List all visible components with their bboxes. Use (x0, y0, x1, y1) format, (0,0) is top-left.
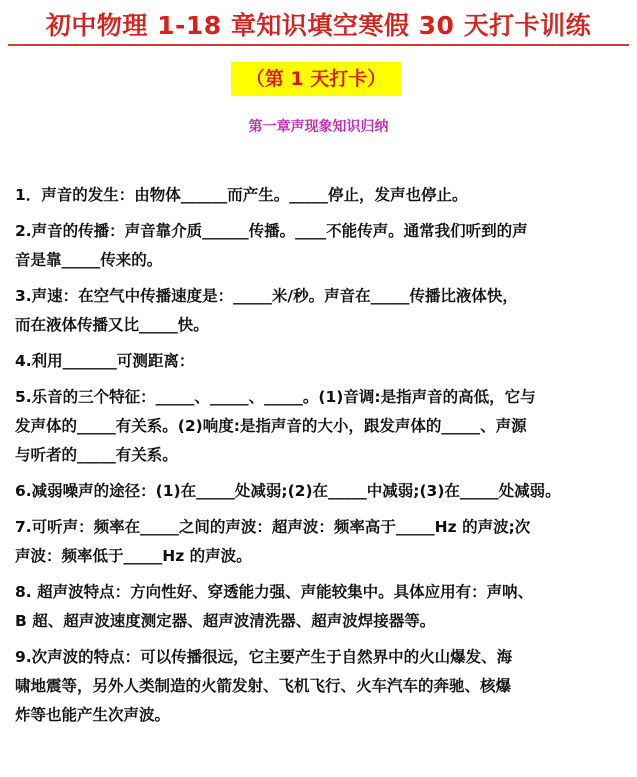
day-badge: （第 1 天打卡） (231, 62, 401, 96)
question-item-4 (15, 347, 623, 376)
question-line: 与听者的_____有关系。 (15, 446, 178, 464)
question-line: 8. 超声波特点：方向性好、穿透能力强、声能较集中。具体应用有：声呐、 (15, 583, 534, 601)
chapter-heading: 第一章声现象知识归纳 (248, 119, 389, 135)
question-item-8 (15, 578, 623, 636)
question-item-3 (15, 282, 623, 340)
question-list (15, 181, 623, 737)
question-line: 发声体的_____有关系。(2)响度:是指声音的大小，跟发声体的_____、声源 (15, 417, 527, 435)
question-line: 5.乐音的三个特征：_____、_____、_____。(1)音调:是指声音的高低，它与 (15, 388, 536, 406)
question-line: 1．声音的发生：由物体______而产生。_____停止，发声也停止。 (15, 186, 468, 204)
question-line: 声波：频率低于_____Hz 的声波。 (15, 547, 252, 565)
page-title: 初中物理 1-18 章知识填空寒假 30 天打卡训练 (45, 11, 592, 40)
question-item-5 (15, 383, 623, 470)
question-item-1 (15, 181, 623, 210)
question-line: 7.可听声：频率在_____之间的声波：超声波：频率高于_____Hz 的声波;次 (15, 518, 531, 536)
question-line: 啸地震等，另外人类制造的火箭发射、飞机飞行、火车汽车的奔驰、核爆 (15, 677, 512, 695)
question-line: 而在液体传播又比_____快。 (15, 316, 209, 334)
question-line: B 超、超声波速度测定器、超声波清洗器、超声波焊接器等。 (15, 612, 436, 630)
question-item-2 (15, 217, 623, 275)
question-line: 4.利用_______可测距离： (15, 352, 195, 370)
question-line: 音是靠_____传来的。 (15, 251, 163, 269)
question-line: 2.声音的传播：声音靠介质______传播。____不能传声。通常我们听到的声 (15, 222, 528, 240)
title-divider (8, 44, 629, 46)
question-line: 9.次声波的特点：可以传播很远，它主要产生于自然界中的火山爆发、海 (15, 648, 513, 666)
question-item-6 (15, 477, 623, 506)
question-item-9 (15, 643, 623, 730)
question-line: 3.声速：在空气中传播速度是：_____米/秒。声音在_____传播比液体快， (15, 287, 518, 305)
question-item-7 (15, 513, 623, 571)
question-line: 炸等也能产生次声波。 (15, 706, 171, 724)
question-line: 6.减弱噪声的途径：(1)在_____处减弱;(2)在_____中减弱;(3)在_____处减弱。 (15, 482, 561, 500)
